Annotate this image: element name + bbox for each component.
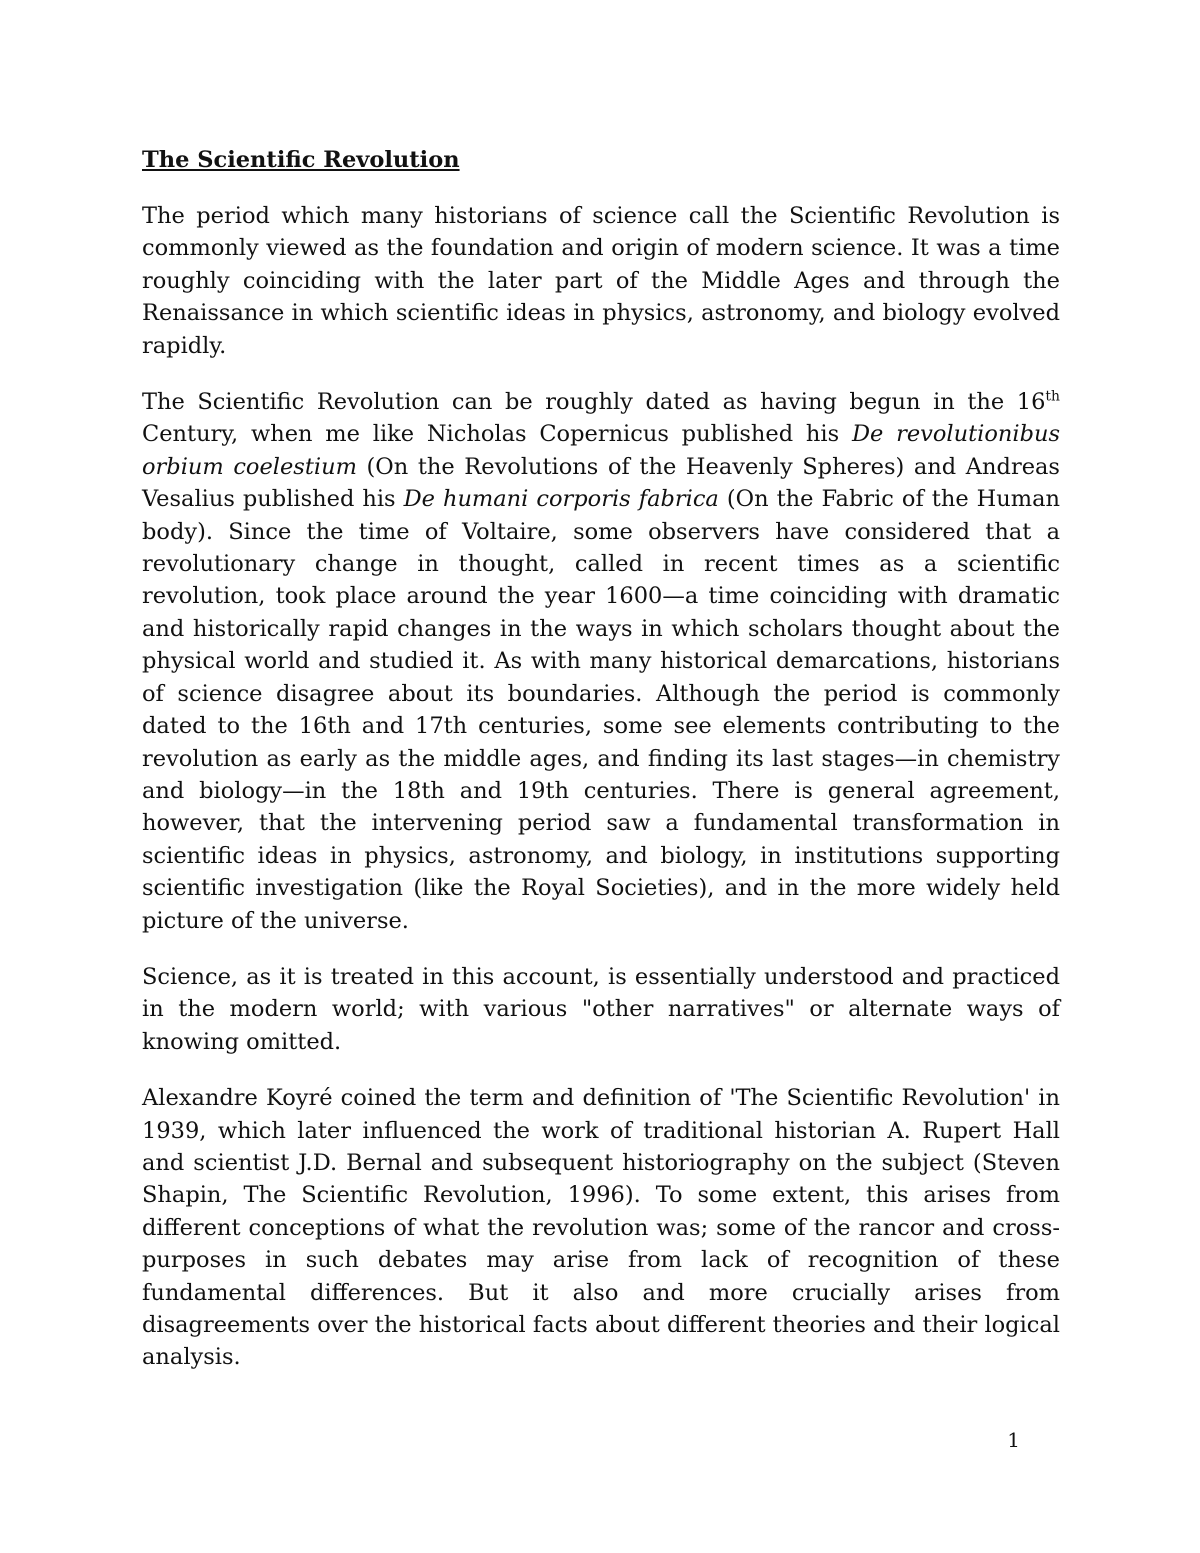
paragraph-intro: The period which many historians of science call the Scientific Revolution is commonly viewed as the foundation and origin of modern science. It was a time roughly coinciding with the later part of the Middle Ages and through the Renaissance in which scientific ideas in physics, astronomy, and biology evolved rapidly. <box>142 203 1060 359</box>
document-page <box>142 140 1060 1398</box>
ordinal-superscript: th <box>1045 388 1060 405</box>
paragraph-dating-text-4: (On the Fabric of the Human body). Since the time of Voltaire, some observers have considered that a revolutionary change in thought, called in recent times as a scientific revolution, took place around the year 1600—a time coinciding with dramatic and historically rapid changes in the ways in which scholars thought about the physical world and studied it. As with many historical demarcations, historians of science disagree about its boundaries. Although the period is commonly dated to the 16th and 17th centuries, some see elements contributing to the revolution as early as the middle ages, and finding its last stages—in chemistry and biology—in the 18th and 19th centuries. There is general agreement, however, that the intervening period saw a fundamental transformation in scientific ideas in physics, astronomy, and biology, in institutions supporting scientific investigation (like the Royal Societies), and in the more widely held picture of the universe. <box>142 486 1060 934</box>
book-title-copernicus: De revolutionibus orbium coelestium <box>142 421 1061 480</box>
book-title-vesalius: De humani corporis fabrica <box>403 486 719 513</box>
paragraph-dating-text-2: Century, when me like Nicholas Copernicus published his <box>142 421 852 448</box>
paragraph-dating <box>142 386 1060 937</box>
paragraph-dating-text-3: (On the Revolutions of the Heavenly Spheres) and Andreas Vesalius published his <box>142 453 1060 513</box>
paragraph-dating-text-1: The Scientific Revolution can be roughly dated as having begun in the 16 <box>142 389 1046 416</box>
document-title: The Scientific Revolution <box>142 147 460 173</box>
paragraph-koyre: Alexandre Koyré coined the term and definition of 'The Scientific Revolution' in 1939, which later influenced the work of traditional historian A. Rupert Hall and scientist J.D. Bernal and subsequent historiography on the subject (Steven Shapin, The Scientific Revolution, 1996). To some extent, this arises from different conceptions of what the revolution was; some of the rancor and cross-purposes in such debates may arise from lack of recognition of these fundamental differences. But it also and more crucially arises from disagreements over the historical facts about different theories and their logical analysis. <box>142 1085 1060 1371</box>
paragraph-science-account: Science, as it is treated in this account, is essentially understood and practiced in the modern world; with various "other narratives" or alternate ways of knowing omitted. <box>142 963 1060 1055</box>
page-number: 1 <box>1007 1428 1020 1452</box>
